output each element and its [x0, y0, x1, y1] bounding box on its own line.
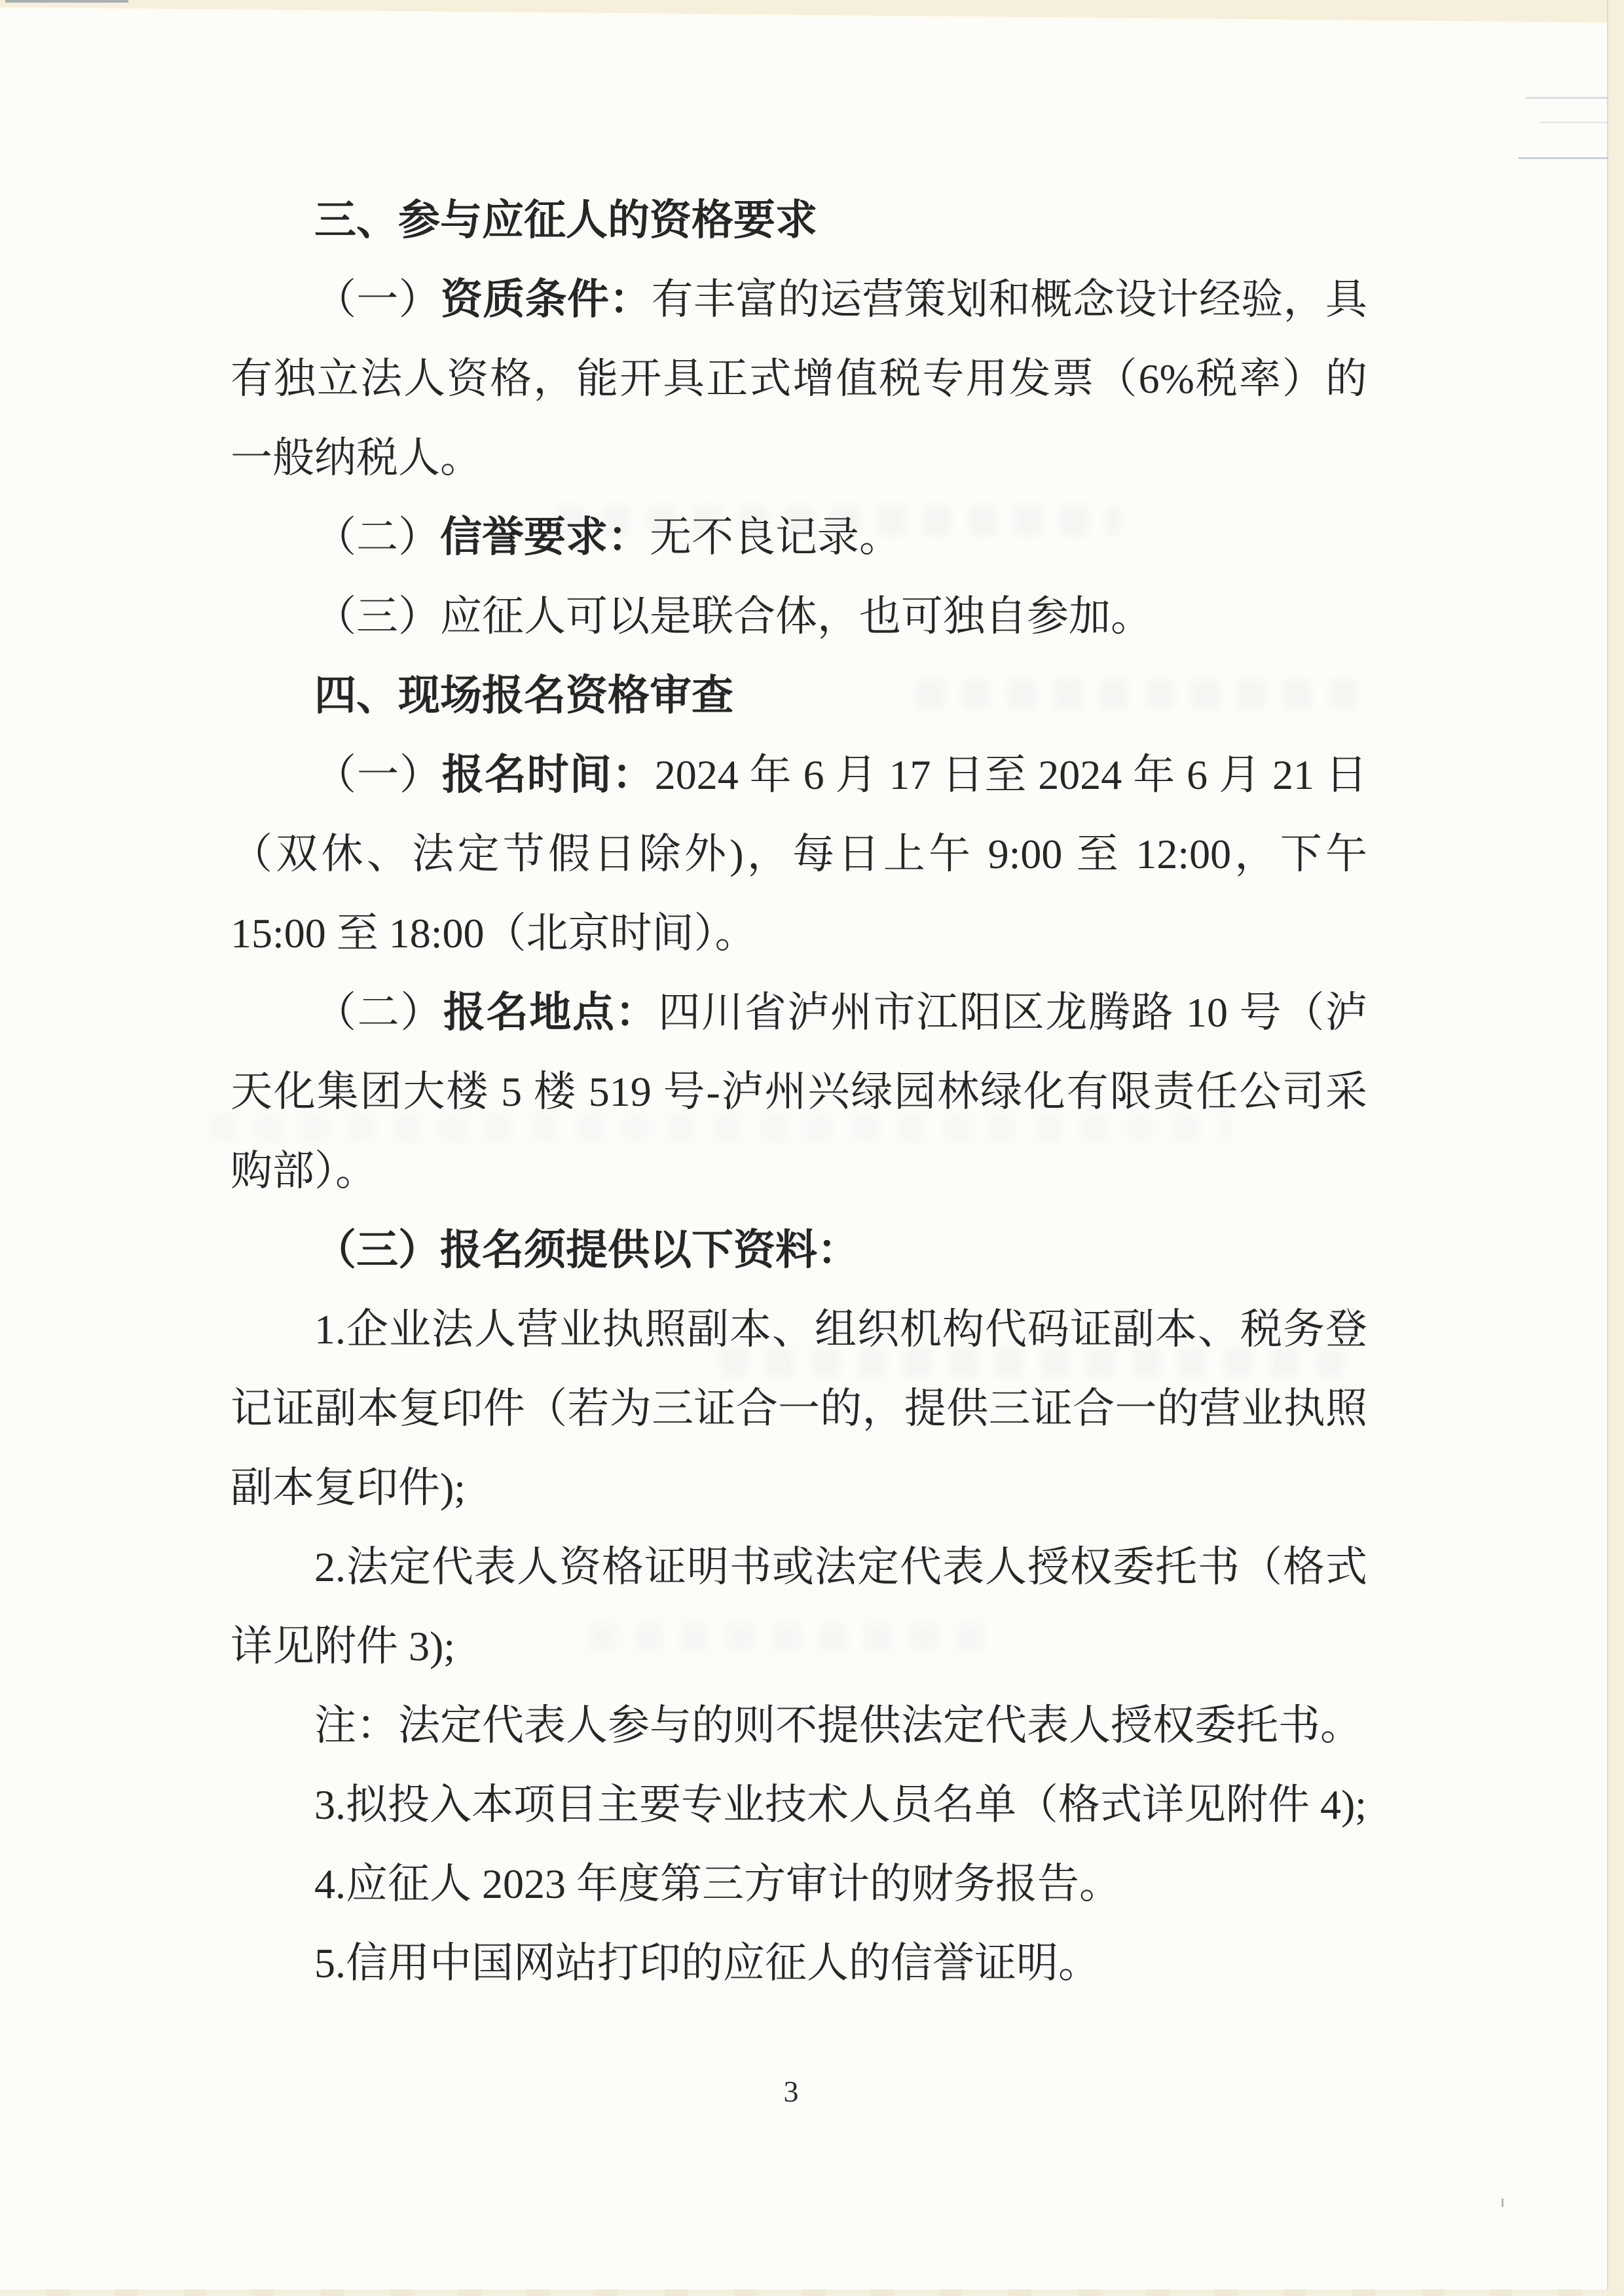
scan-speck [1502, 2198, 1504, 2207]
paragraph-reputation-requirement: （二）信誉要求：无不良记录。 [314, 514, 901, 560]
scan-edge-dark-strip [5, 0, 128, 3]
paragraph-material-5-credit-certificate: 5.信用中国网站打印的应征人的信誉证明。 [314, 1940, 1100, 1986]
paragraph-registration-location: （二）报名地点：四川省泸州市江阳区龙腾路 10 号（泸天化集团大楼 5 楼 519 号-泸州兴绿园林绿化有限责任公司采购部）。 [231, 989, 1368, 1194]
page-number: 3 [783, 2075, 799, 2108]
scan-edge-bottom [0, 2289, 1624, 2296]
scan-edge-right [1607, 0, 1624, 2296]
paragraph-material-4-financial-report: 4.应征人 2023 年度第三方审计的财务报告。 [314, 1861, 1121, 1907]
scan-scratch-line [1526, 97, 1608, 99]
scan-scratch-line [1539, 122, 1608, 123]
paragraph-consortium-allowed: （三）应征人可以是联合体，也可独自参加。 [314, 593, 1153, 640]
section3-heading: 三、参与应征人的资格要求 [314, 197, 817, 244]
paragraph-material-2-legal-representative: 2.法定代表人资格证明书或法定代表人授权委托书（格式详见附件 3); [231, 1544, 1367, 1669]
required-materials-heading: （三）报名须提供以下资料： [314, 1227, 859, 1273]
paragraph-registration-time: （一）报名时间：2024 年 6 月 17 日至 2024 年 6 月 21 日（双休、法定节假日除外)，每日上午 9:00 至 12:00，下午 15:00 至 18:00（北京时间）。 [231, 752, 1368, 957]
paragraph-material-note: 注：法定代表人参与的则不提供法定代表人授权委托书。 [314, 1702, 1362, 1749]
paragraph-material-3-personnel-list: 3.拟投入本项目主要专业技术人员名单（格式详见附件 4); [314, 1781, 1367, 1828]
paragraph-qualification-conditions: （一）资质条件：有丰富的运营策划和概念设计经验，具有独立法人资格，能开具正式增值税专用发票（6%税率）的一般纳税人。 [231, 276, 1368, 481]
paragraph-material-1-business-license: 1.企业法人营业执照副本、组织机构代码证副本、税务登记证副本复印件（若为三证合一的，提供三证合一的营业执照副本复印件); [231, 1306, 1367, 1511]
document-body [231, 181, 1367, 2003]
scan-scratch-line [1518, 157, 1608, 159]
section4-heading: 四、现场报名资格审查 [314, 672, 733, 719]
